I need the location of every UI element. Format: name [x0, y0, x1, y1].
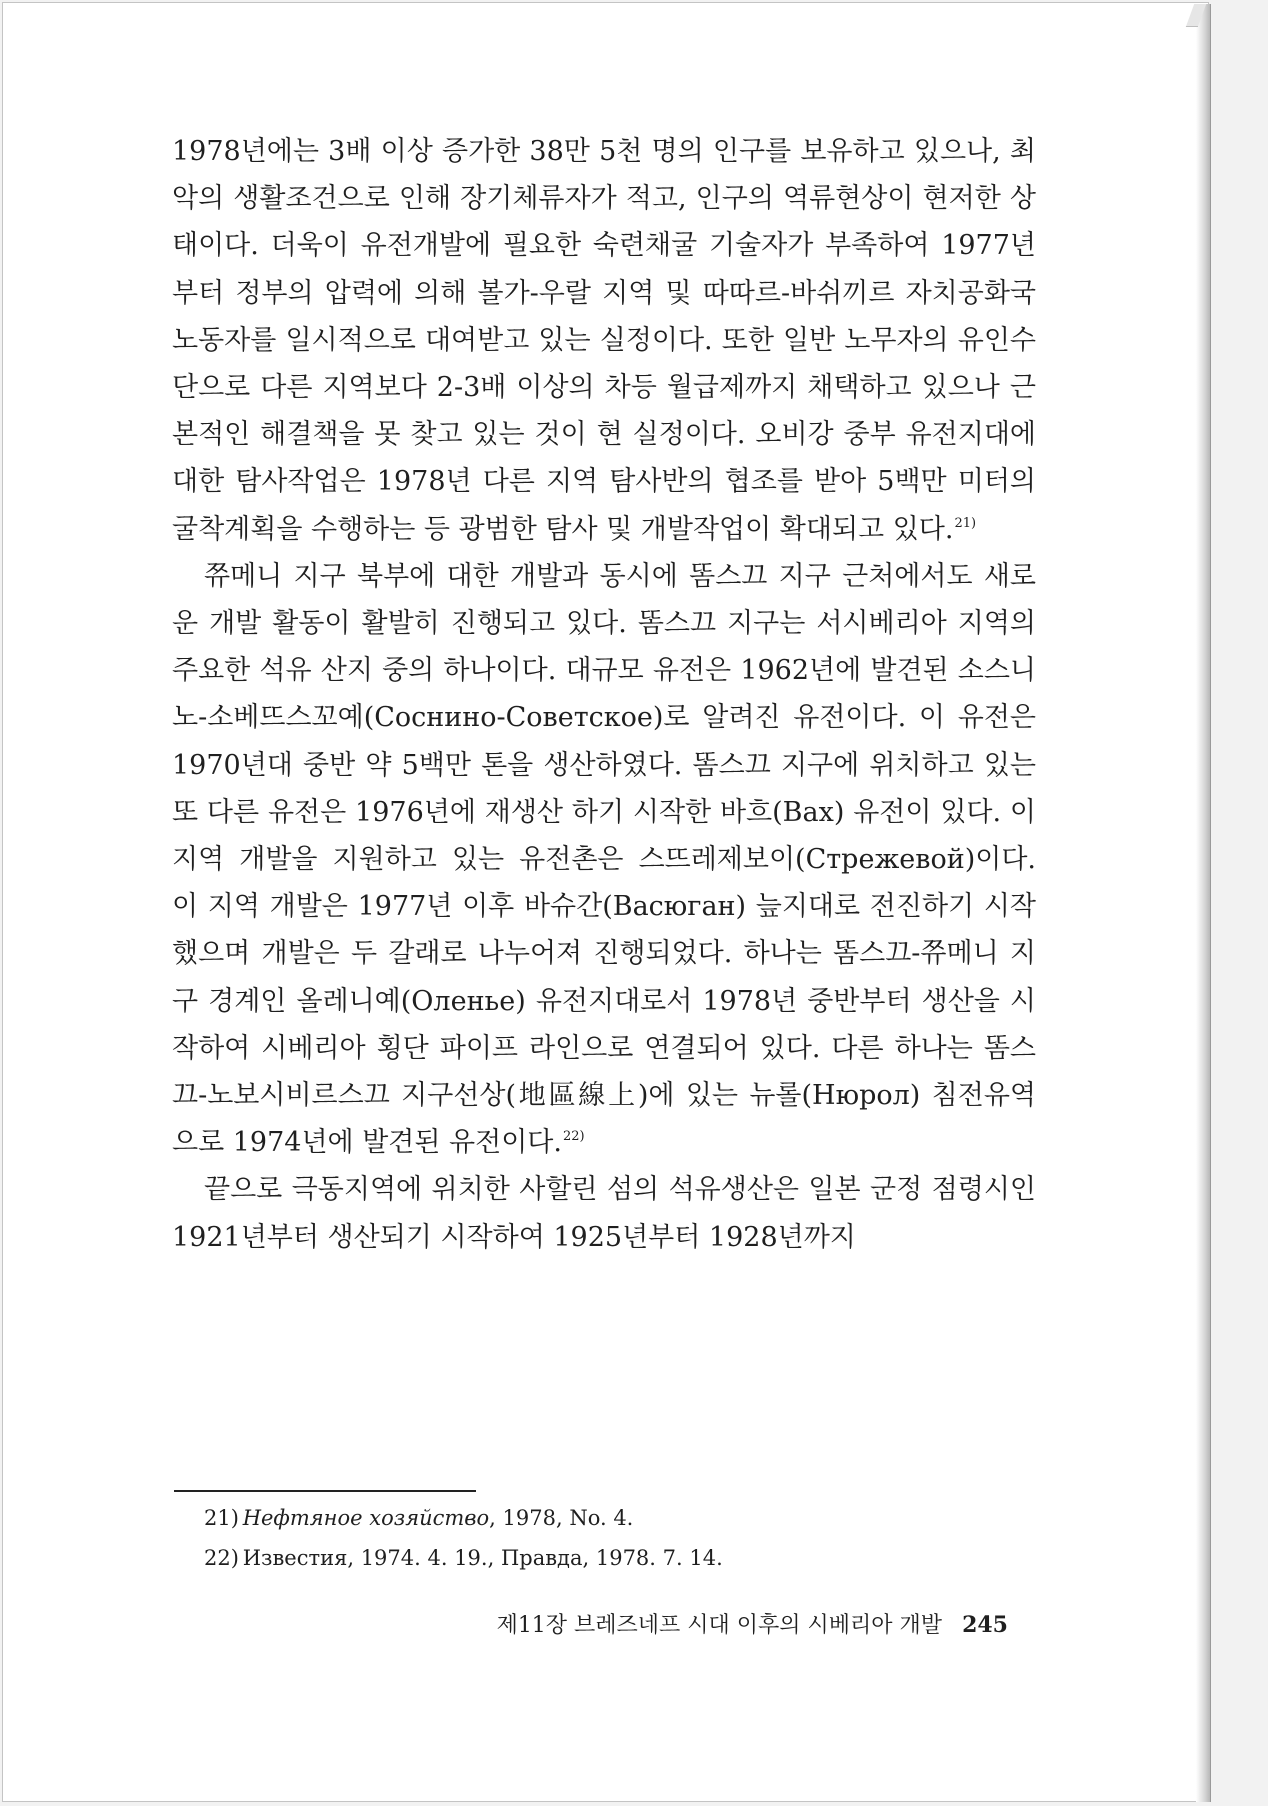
page-edge-shadow	[1196, 4, 1211, 1802]
paragraph-text: 1978년에는 3배 이상 증가한 38만 5천 명의 인구를 보유하고 있으나, 최악의 생활조건으로 인해 장기체류자가 적고, 인구의 역류현상이 현저한 상태이다. 더욱이 유전개발에 필요한 숙련채굴 기술자가 부족하여 1977년부터 정부의 압력에 의해 볼가-우랄 지역 및 따따르-바쉬끼르 자치공화국 노동자를 일시적으로 대여받고 있는 실정이다. 또한 일반 노무자의 유인수단으로 다른 지역보다 2-3배 이상의 차등 월급제까지 채택하고 있으나 근본적인 해결책을 못 찾고 있는 것이 현 실정이다. 오비강 중부 유전지대에 대한 탐사작업은 1978년 다른 지역 탐사반의 협조를 받아 5백만 미터의 굴착계획을 수행하는 등 광범한 탐사 및 개발작업이 확대되고 있다.	[172, 136, 1036, 545]
footnote-source-title: Нефтяное хозяйство	[242, 1506, 490, 1530]
footnote-divider	[174, 1490, 476, 1492]
footnote-source-title: Известия	[242, 1546, 348, 1570]
footnotes	[204, 1498, 1024, 1578]
footnote-source-detail: , 1974. 4. 19., Правда, 1978. 7. 14.	[347, 1546, 723, 1570]
footnote-number: 21)	[204, 1506, 239, 1530]
footnote-reference: 21)	[954, 515, 977, 531]
paragraph-2	[172, 553, 1036, 1167]
paragraph-text: 끝으로 극동지역에 위치한 사할린 섬의 석유생산은 일본 군정 점령시인 1921년부터 생산되기 시작하여 1925년부터 1928년까지	[172, 1174, 1036, 1253]
footnote-reference: 22)	[562, 1129, 585, 1145]
footnote-source-detail: , 1978, No. 4.	[489, 1506, 634, 1530]
paragraph-text: 쮸메니 지구 북부에 대한 개발과 동시에 똠스끄 지구 근처에서도 새로운 개발 활동이 활발히 진행되고 있다. 똠스끄 지구는 서시베리아 지역의 주요한 석유 산지 중의 하나이다. 대규모 유전은 1962년에 발견된 소스니노-소베뜨스꼬예(Соснино-Советское)로 알려진 유전이다. 이 유전은 1970년대 중반 약 5백만 톤을 생산하였다. 똠스끄 지구에 위치하고 있는 또 다른 유전은 1976년에 재생산 하기 시작한 바흐(Вах) 유전이 있다. 이 지역 개발을 지원하고 있는 유전촌은 스뜨레제보이(Стрежевой)이다. 이 지역 개발은 1977년 이후 바슈간(Васюган) 늪지대로 전진하기 시작했으며 개발은 두 갈래로 나누어져 진행되었다. 하나는 똠스끄-쮸메니 지구 경계인 올레니예(Оленье) 유전지대로서 1978년 중반부터 생산을 시작하여 시베리아 횡단 파이프 라인으로 연결되어 있다. 다른 하나는 똠스끄-노보시비르스끄 지구선상(地區線上)에 있는 뉴롤(Нюрол) 침전유역으로 1974년에 발견된 유전이다.	[172, 560, 1036, 1159]
body-text	[172, 128, 1036, 1261]
paragraph-3	[172, 1166, 1036, 1260]
page-number: 245	[962, 1612, 1008, 1638]
footnote-number: 22)	[204, 1546, 239, 1570]
footnote-21	[204, 1498, 1024, 1538]
running-footer	[428, 1608, 1008, 1639]
chapter-title: 제11장 브레즈네프 시대 이후의 시베리아 개발	[496, 1613, 943, 1638]
footnote-22	[204, 1538, 1024, 1578]
paragraph-1	[172, 128, 1036, 553]
